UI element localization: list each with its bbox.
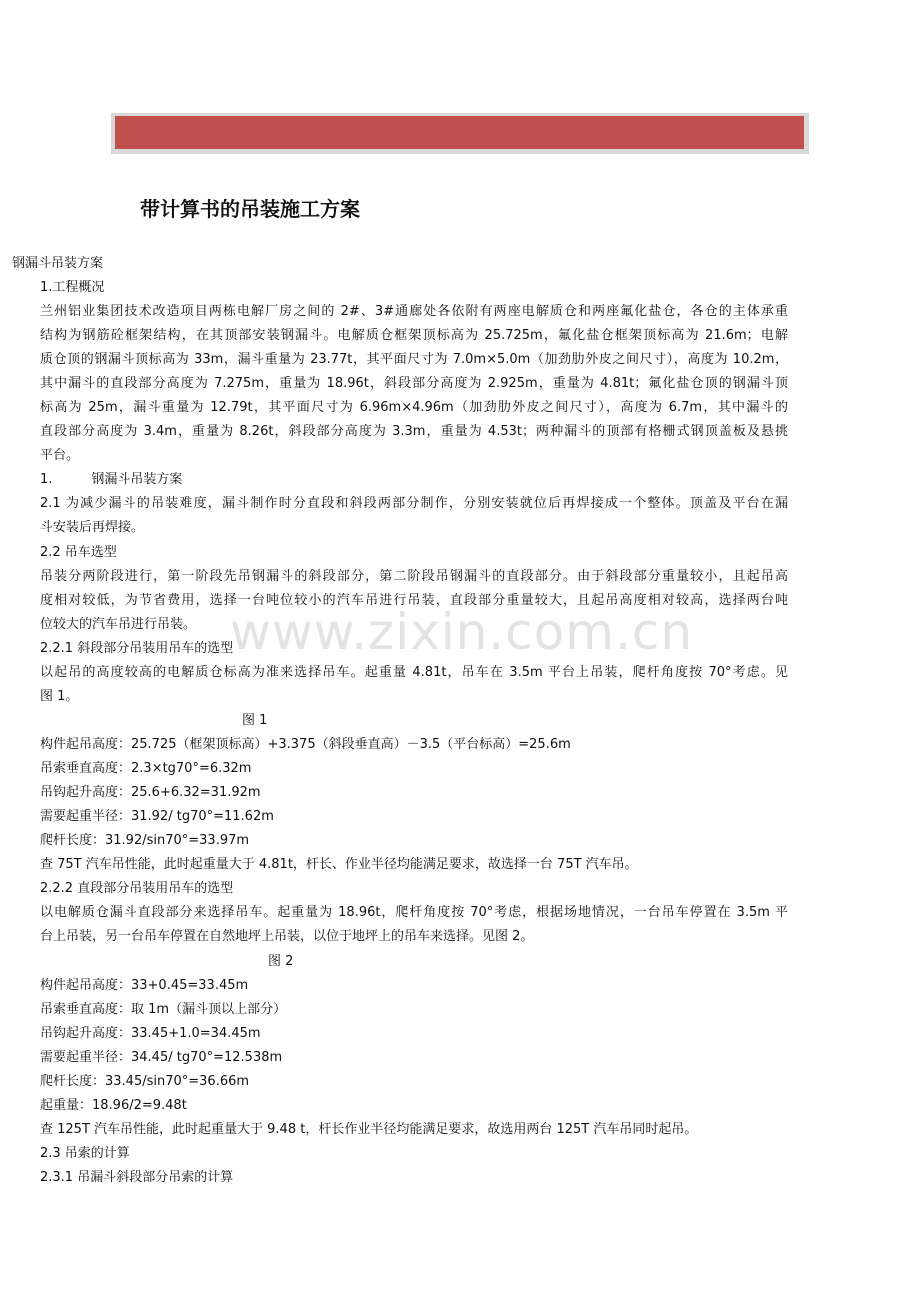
section-heading: 2.2 吊车选型 — [40, 545, 117, 560]
paragraph-line: 标高为 25m，漏斗重量为 12.79t，其平面尺寸为 6.96m×4.96m（加劲肋外皮之间尺寸），高度为 6.7m，其中漏斗的 — [40, 400, 788, 415]
calc-line: 吊索垂直高度：取 1m（漏斗顶以上部分） — [40, 1002, 287, 1017]
calc-line: 吊钩起升高度：25.6+6.32=31.92m — [40, 785, 261, 800]
section-heading: 2.3.1 吊漏斗斜段部分吊索的计算 — [40, 1170, 234, 1185]
paragraph-line: 斗安装后再焊接。 — [40, 520, 145, 535]
figure-caption: 图 1 — [242, 713, 268, 728]
paragraph-line: 查 125T 汽车吊性能，此时起重量大于 9.48 t，杆长作业半径均能满足要求，故选用两台 125T 汽车吊同时起吊。 — [40, 1122, 698, 1137]
calc-line: 需要起重半径：31.92/ tg70°=11.62m — [40, 809, 274, 824]
figure-caption: 图 2 — [268, 954, 294, 969]
paragraph-line: 位较大的汽车吊进行吊装。 — [40, 617, 197, 632]
document-title: 带计算书的吊装施工方案 — [140, 197, 360, 221]
watermark: www.zixin.com.cn — [230, 603, 694, 661]
paragraph-line: 吊装分两阶段进行，第一阶段先吊钢漏斗的斜段部分，第二阶段吊钢漏斗的直段部分。由于斜段部分重量较小，且起吊高 — [40, 569, 788, 584]
calc-line: 吊索垂直高度：2.3×tg70°=6.32m — [40, 761, 252, 776]
header-banner — [114, 115, 805, 150]
calc-line: 起重量：18.96/2=9.48t — [40, 1098, 187, 1113]
calc-line: 构件起吊高度：25.725（框架顶标高）+3.375（斜段垂直高）－3.5（平台标高）=25.6m — [40, 737, 571, 752]
paragraph-line: 以起吊的高度较高的电解质仓标高为准来选择吊车。起重量 4.81t，吊车在 3.5m 平台上吊装，爬杆角度按 70°考虑。见 — [40, 665, 788, 680]
section-heading: 2.2.2 直段部分吊装用吊车的选型 — [40, 881, 234, 896]
paragraph-line: 结构为钢筋砼框架结构，在其顶部安装钢漏斗。电解质仓框架顶标高为 25.725m，氟化盐仓框架顶标高为 21.6m；电解 — [40, 328, 788, 343]
paragraph-line: 兰州铝业集团技术改造项目两栋电解厂房之间的 2#、3#通廊处各依附有两座电解质仓和两座氟化盐仓，各仓的主体承重 — [40, 304, 788, 319]
paragraph-line: 图 1。 — [40, 689, 79, 704]
paragraph-line: 台上吊装，另一台吊车停置在自然地坪上吊装，以位于地坪上的吊车来选择。见图 2。 — [40, 929, 534, 944]
paragraph-line: 其中漏斗的直段部分高度为 7.275m，重量为 18.96t，斜段部分高度为 2.925m，重量为 4.81t；氟化盐仓顶的钢漏斗顶 — [40, 376, 788, 391]
paragraph-line: 质仓顶的钢漏斗顶标高为 33m，漏斗重量为 23.77t，其平面尺寸为 7.0m×5.0m（加劲肋外皮之间尺寸），高度为 10.2m， — [40, 352, 788, 367]
paragraph-line: 以电解质仓漏斗直段部分来选择吊车。起重量为 18.96t，爬杆角度按 70°考虑，根据场地情况，一台吊车停置在 3.5m 平 — [40, 905, 788, 920]
section-heading: 2.2.1 斜段部分吊装用吊车的选型 — [40, 641, 234, 656]
calc-line: 爬杆长度：33.45/sin70°=36.66m — [40, 1074, 250, 1089]
section-heading: 2.3 吊索的计算 — [40, 1146, 130, 1161]
paragraph-line: 度相对较低，为节省费用，选择一台吨位较小的汽车吊进行吊装，直段部分重量较大，且起吊高度相对较高，选择两台吨 — [40, 593, 788, 608]
paragraph-line: 直段部分高度为 3.4m，重量为 8.26t，斜段部分高度为 3.3m，重量为 4.53t；两种漏斗的顶部有格栅式钢顶盖板及悬挑 — [40, 424, 788, 439]
calc-line: 爬杆长度：31.92/sin70°=33.97m — [40, 833, 250, 848]
calc-line: 需要起重半径：34.45/ tg70°=12.538m — [40, 1050, 283, 1065]
section-heading: 1.工程概况 — [40, 280, 105, 295]
paragraph-line: 平台。 — [40, 448, 80, 463]
paragraph-line: 2.1 为减少漏斗的吊装难度，漏斗制作时分直段和斜段两部分制作，分别安装就位后再焊接成一个整体。顶盖及平台在漏 — [40, 496, 788, 511]
calc-line: 吊钩起升高度：33.45+1.0=34.45m — [40, 1026, 261, 1041]
section-heading: 钢漏斗吊装方案 — [12, 256, 104, 271]
paragraph-line: 查 75T 汽车吊性能，此时起重量大于 4.81t，杆长、作业半径均能满足要求，故选择一台 75T 汽车吊。 — [40, 857, 638, 872]
section-heading: 1. 钢漏斗吊装方案 — [40, 472, 183, 487]
calc-line: 构件起吊高度：33+0.45=33.45m — [40, 978, 249, 993]
